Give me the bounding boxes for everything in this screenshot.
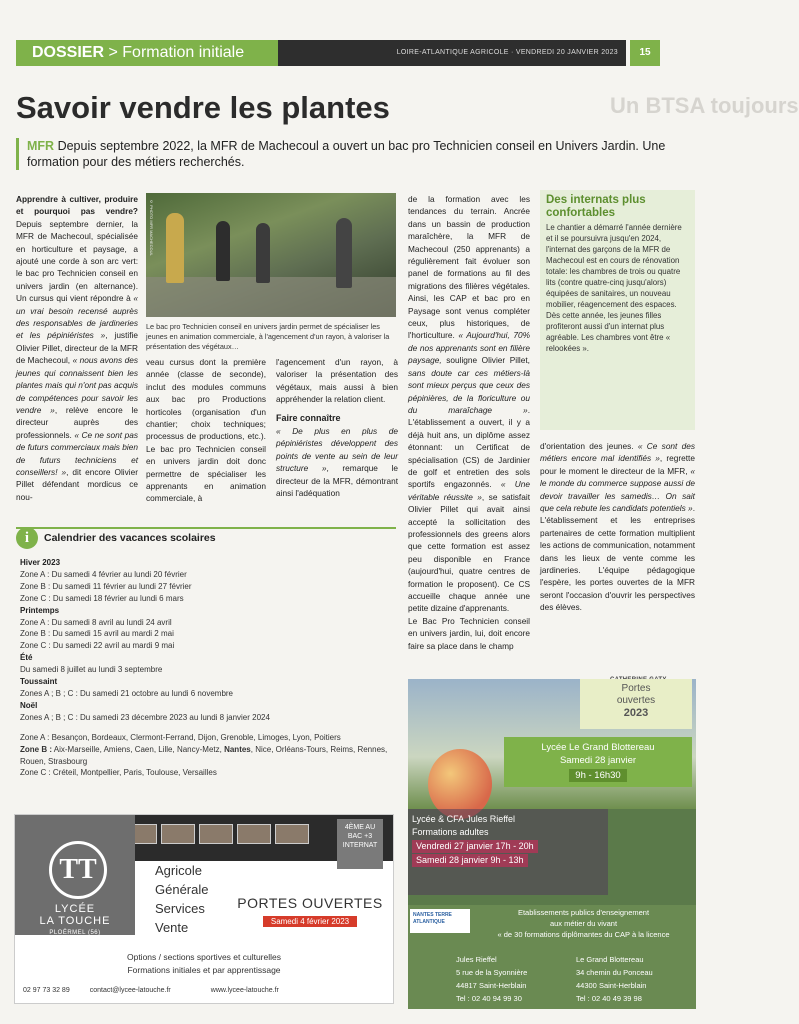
column-5-text: d'orientation des jeunes. (540, 441, 634, 451)
info-line: aux métier du vivant (549, 919, 618, 928)
calendar-line: Zone B : Du samedi 15 avril au mardi 2 mai (20, 629, 174, 639)
quote: « Ce sont des métiers encore mal identifiés » (540, 441, 695, 464)
column-4-text: . L'établissement a ouvert, il y a déjà huit ans, un diplôme assez étonnant: un Certificat de spécialisation (CS) de Jardinier de golf et entretien des sols sportifs engazonnés. (408, 404, 530, 490)
season-heading: Toussaint (20, 677, 58, 687)
column-3-text: , remarque le directeur de la MFR, démontrant ainsi l'adéquation (276, 463, 398, 499)
zone-b-label: Zone B : (20, 744, 52, 754)
zone-b-cities (20, 744, 395, 768)
calendar-line: Zones A ; B ; C : Du samedi 23 décembre 2023 au lundi 8 janvier 2024 (20, 712, 270, 722)
email-address: contact@lycee-latouche.fr (89, 987, 171, 994)
photo-ground (146, 277, 396, 317)
open-day-date: Vendredi 27 janvier 17h - 20h (412, 840, 538, 853)
zone-b-text: Aix-Marseille, Amiens, Caen, Lille, Nancy-Metz, (53, 744, 222, 754)
article-title: Savoir vendre les plantes (16, 90, 390, 125)
school-logo-mark: TT (49, 841, 107, 899)
quote: « De plus en plus de pépiniéristes développent des points de vente au sein de leur structure » (276, 426, 398, 474)
program-list (145, 861, 208, 937)
photo-figure (256, 223, 270, 283)
lead-text: Depuis septembre 2022, la MFR de Machecoul a ouvert un bac pro Technicien conseil en Univers Jardin. Une formation pour des métiers recherchés. (27, 139, 666, 169)
address-line: Le Grand Blottereau (576, 955, 644, 964)
calendar-line: Zone C : Du samedi 18 février au lundi 6 mars (20, 593, 184, 603)
school-name-line: LA TOUCHE (39, 915, 111, 927)
photo-credit: © PHOTO MFR MACHECOUL (149, 199, 154, 256)
column-4-text: Le Bac Pro Technicien conseil en univers jardin, lui, doit encore faire sa place dans le champ (408, 615, 530, 651)
quote: « un vrai besoin recensé auprès des responsables de jardineries et les pépiniéristes » (16, 293, 138, 341)
article-photo (146, 193, 396, 317)
address-line: Tel : 02 40 94 99 30 (456, 994, 522, 1003)
options-line: Options / sections sportives et culturelles (126, 952, 281, 962)
school-name: Lycée Le Grand Blottereau (541, 742, 655, 753)
sidebar-box (540, 190, 695, 430)
address-line: 34 chemin du Ponceau (576, 968, 653, 977)
website: www.lycee-latouche.fr (210, 987, 279, 994)
article-column-3 (276, 356, 398, 506)
photo-figure (166, 213, 184, 283)
article-column-2: veau cursus dont la première année (classe de seconde), inclut des modules communs aux bac pro Productions horticoles (organisation d'un chantier; choix techniques; processus de productions, etc.). Le bac pro Technicien conseil en univers jardin doit donc permettre de spécialiser les apprenants en animation commerciale, à (146, 357, 266, 504)
info-line: « de 30 formations diplômantes du CAP à la licence (497, 930, 670, 939)
address-line: Tel : 02 40 49 39 98 (576, 994, 642, 1003)
column-4-text: souligne Olivier Pillet, (446, 355, 530, 366)
ad-thumbnail (199, 824, 233, 844)
nantes-logo: NANTES TERRE ATLANTIQUE (410, 909, 470, 933)
zone-b-nantes: Nantes (224, 744, 251, 754)
quote: « Aujourd'hui, 70% de nos apprenants sont en filière paysage, (408, 330, 530, 366)
section-arrow: > (108, 44, 118, 61)
calendar-body (20, 557, 395, 779)
section-topic: Formation initiale (122, 44, 245, 61)
ad-thumbnail (237, 824, 271, 844)
open-day-badge (580, 679, 692, 729)
season-heading: Été (20, 653, 33, 663)
program-item: Générale (155, 882, 209, 897)
article-column-1 (16, 193, 138, 505)
spacer (20, 724, 395, 732)
column-3-text: l'agencement d'un rayon, à valoriser la présentation des végétaux, mais aussi à bien appréhender la relation client. (276, 357, 398, 405)
subhead: Faire connaître (276, 412, 341, 423)
info-icon: i (16, 527, 38, 549)
article-column-4 (408, 193, 530, 671)
lycee-grand-blottereau-box (504, 737, 692, 787)
open-day-date: Samedi 28 janvier 9h - 13h (412, 854, 528, 867)
open-day-hours: 9h - 16h30 (569, 769, 626, 782)
open-day-title: PORTES OUVERTES (237, 895, 383, 911)
open-day (235, 895, 385, 929)
badge-line: 4ÈME AU (344, 824, 376, 831)
school-logo (15, 815, 135, 935)
jules-rieffel-box (408, 809, 608, 895)
badge-line: Portes (621, 683, 651, 694)
badge-line: ouvertes (616, 695, 656, 706)
column-5-text: . L'établissement et les entreprises partenaires de cette formation multiplient les actions de communication, notamment dans les lieux de vente comme les jardineries. L'équipe pédagogique l'espère, les portes ouvertes de la MFR seront l'occasion d'ouvrir les perspectives des élèves. (540, 503, 695, 613)
address-line: 44817 Saint-Herblain (456, 981, 527, 990)
program-item: Vente (155, 920, 189, 935)
quote: « Ce ne sont pas de futurs commerciaux mais bien de futurs techniciens et conseillers! » (16, 429, 139, 477)
program-item: Services (155, 901, 205, 916)
address-jules-rieffel (456, 953, 566, 1005)
column-1-text: , dit encore Olivier Pillet défendant mordicus ce nou- (16, 466, 138, 502)
section-label: DOSSIER (32, 44, 105, 61)
quote: sans doute car ces métiers-là sont mieux perçus que ceux des pépinières, de la floriculture ou du maraîchage » (408, 367, 530, 415)
calendar-line: Zone A : Du samedi 8 avril au lundi 24 avril (20, 617, 172, 627)
advertisement-nantes-terre-atlantique (408, 679, 696, 1009)
quote: « nous avons des jeunes qui connaissent bien les plantes mais qui n'ont pas acquis de compétences pour savoir les vendre » (16, 355, 139, 415)
ad-contact (23, 987, 385, 994)
badge-year: 2023 (623, 707, 649, 719)
address-line: Jules Rieffel (456, 955, 497, 964)
ad-options (15, 951, 393, 977)
quote: « Une véritable réussite » (408, 479, 530, 502)
calendar-line: Zone B : Du samedi 11 février au lundi 27 février (20, 581, 192, 591)
column-1-text: , relève encore le directeur auprès des professionnels. (16, 404, 138, 440)
column-4-text: , se satisfait Olivier Pillet qui avait ainsi accepté la sollicitation des professionnels des greens alors que cette formation est assez peu disponible en France (aujourd'hui, quatre centres de formation le proposent). Ce CS accueille chaque année une petite dizaine d'apprenants. (408, 491, 531, 614)
quote: « le monde du commerce suppose aussi de devoir travailler les samedis… On sait que cela rebute les candidats potentiels » (540, 465, 696, 514)
column-1-intro: Apprendre à cultiver, produire et pourquoi pas vendre? (16, 194, 138, 217)
school-city: PLOËRMEL (56) (49, 930, 101, 936)
school-name: Lycée & CFA Jules Rieffel (412, 814, 516, 824)
open-day-date: Samedi 4 février 2023 (263, 916, 357, 927)
program-item: Agricole (155, 863, 202, 878)
school-name-line: LYCÉE (54, 903, 96, 915)
badge-line: BAC +3 (347, 833, 373, 840)
photo-figure (336, 218, 352, 288)
school-name (15, 903, 135, 939)
ad-info (476, 907, 691, 940)
zone-c-cities: Zone C : Créteil, Montpellier, Paris, Toulouse, Versailles (20, 768, 217, 778)
column-4-text: de la formation avec les tendances du terrain. Ancrée dans un bassin de production maraîchère, la MFR de Machecoul (250 apprenants) a régulièrement fait évoluer son panel de formations au fil des migrations des filières végétales. Ainsi, les CAP et bac pro en Paysage sont venus compléter ceux, plus historiques, de l'horticulture. (408, 194, 530, 341)
open-day-date: Samedi 28 janvier (559, 755, 637, 766)
calendar-line: Zone C : Du samedi 22 avril au mardi 9 mai (20, 641, 175, 651)
season-heading: Hiver 2023 (20, 558, 61, 567)
zone-a-cities: Zone A : Besançon, Bordeaux, Clermont-Ferrand, Dijon, Grenoble, Limoges, Lyon, Poitiers (20, 732, 341, 742)
section-header (16, 40, 278, 66)
advertisement-lycee-la-touche (14, 814, 394, 1004)
level-badge (337, 819, 383, 869)
calendar-line: Du samedi 8 juillet au lundi 3 septembre (20, 665, 163, 675)
bleed-through-headline: Un BTSA toujours (610, 93, 799, 118)
options-line: Formations initiales et par apprentissage (127, 965, 281, 975)
ad-thumbnail (161, 824, 195, 844)
article-column-5 (540, 440, 695, 672)
season-heading: Printemps (20, 605, 60, 615)
column-1-text: Depuis septembre dernier, la MFR de Machecoul, spécialisée en horticulture et paysage, a ajouté une corde à son arc vert: le bac pro Technicien conseil en univers jardin (en alternance). Un cursus qui vient répondre à (16, 218, 138, 304)
ad-info-section (408, 905, 696, 1009)
page-number: 15 (630, 40, 660, 66)
sidebox-body: Le chantier a démarré l'année dernière et il se poursuivra jusqu'en 2024, l'internat des garçons de la MFR de Machecoul est en cours de rénovation totale: les chambres de trois ou quatre lits (contre quatre-cinq jusqu'alors) équipées de sanitaires, un nouveau mobilier, réagencement des espaces. Dès cette année, les jeunes filles profiteront aussi d'un internat plus agréable. Les chambres vont être « relookées ». (546, 223, 682, 353)
adult-training: Formations adultes (412, 827, 489, 837)
article-lead (16, 138, 696, 170)
address-line: 5 rue de la Syonnière (456, 968, 528, 977)
badge-line: INTERNAT (342, 842, 378, 849)
photo-figure (216, 221, 230, 281)
column-5-text: , regrette pour le moment le directeur de la MFR, (540, 453, 695, 476)
season-heading: Noël (20, 700, 38, 710)
phone-number: 02 97 73 32 89 (23, 987, 70, 994)
address-grand-blottereau (576, 953, 686, 1005)
sidebox-title: Des internats plus confortables (546, 194, 646, 219)
photo-caption: Le bac pro Technicien conseil en univers jardin permet de spécialiser les jeunes en animation commerciale, à l'agencement d'un rayon, à valoriser la présentation des végétaux… (146, 322, 390, 351)
lead-kicker: MFR (27, 139, 55, 153)
calendar-title: Calendrier des vacances scolaires (44, 532, 216, 544)
ad-thumbnail (275, 824, 309, 844)
column-1-text: , justifie Olivier Pillet, directeur de la MFR de Machecoul, (16, 330, 138, 366)
zone-b-text: , Nice, Orléans-Tours, Reims, Rennes, Rouen, Strasbourg (20, 744, 388, 766)
calendar-header (16, 527, 396, 549)
calendar-line: Zones A ; B ; C : Du samedi 21 octobre au lundi 6 novembre (20, 688, 234, 698)
publication-line: LOIRE-ATLANTIQUE AGRICOLE · VENDREDI 20 JANVIER 2023 (278, 40, 626, 66)
address-line: 44300 Saint-Herblain (576, 981, 647, 990)
calendar-line: Zone A : Du samedi 4 février au lundi 20 février (20, 569, 187, 579)
info-line: Etablissements publics d'enseignement (517, 908, 650, 917)
